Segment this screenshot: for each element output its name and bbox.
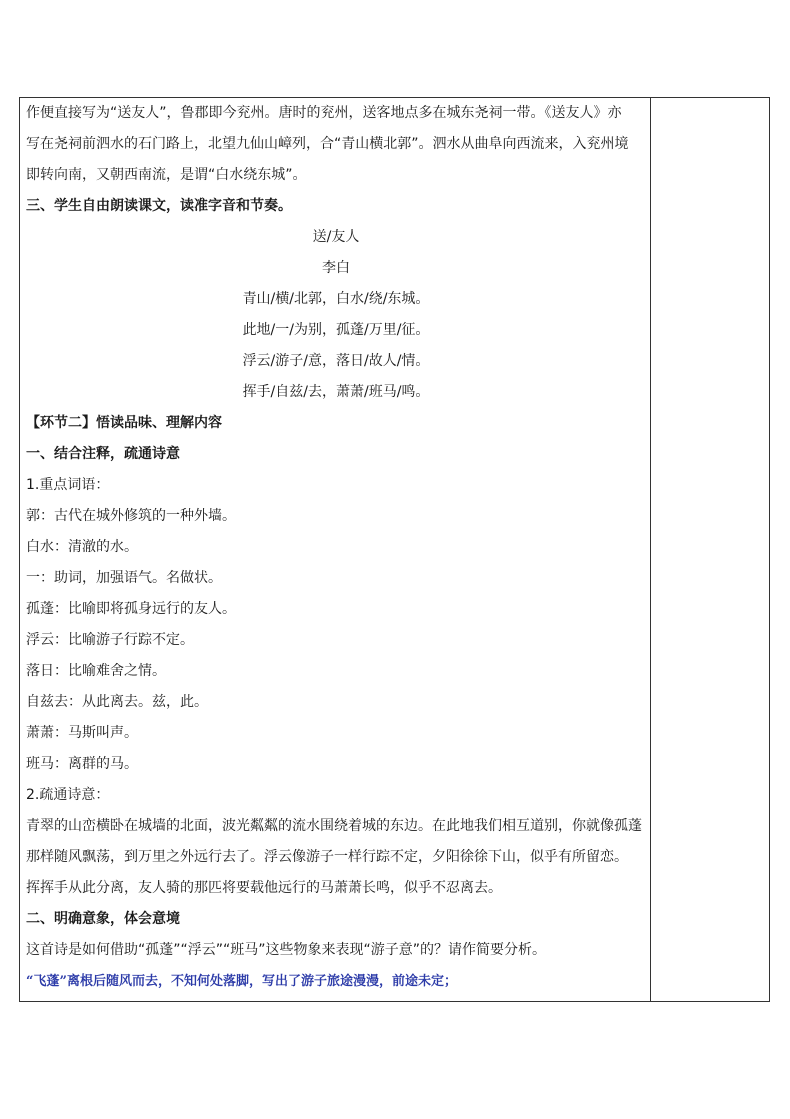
- paragraph-line: 作便直接写为“送友人”，鲁郡即今兖州。唐时的兖州，送客地点多在城东尧祠一带。《送友人》亦: [26, 105, 622, 121]
- poem-author: 李白: [322, 260, 350, 276]
- paragraph-line: 写在尧祠前泗水的石门路上，北望九仙山嶂列，合“青山横北郭”。泗水从曲阜向西流来，入兖州境: [26, 136, 629, 152]
- vocab-item: 白水：清澈的水。: [26, 539, 138, 555]
- question-line: 这首诗是如何借助“孤蓬”“浮云”“班马”这些物象来表现“游子意”的？请作简要分析。: [26, 942, 547, 958]
- section-heading: 二、明确意象，体会意境: [26, 911, 180, 927]
- poem-line: 浮云/游子/意，落日/故人/情。: [242, 353, 430, 369]
- table-column-divider: [650, 97, 651, 1002]
- paragraph-line: 即转向南，又朝西南流，是谓“白水绕东城”。: [26, 167, 307, 183]
- vocab-item: 孤蓬：比喻即将孤身远行的友人。: [26, 601, 236, 617]
- vocab-item: 浮云：比喻游子行踪不定。: [26, 632, 194, 648]
- paragraph-line: 青翠的山峦横卧在城墙的北面，波光粼粼的流水围绕着城的东边。在此地我们相互道别，你就像孤蓬: [26, 818, 642, 834]
- poem-line: 青山/横/北郭，白水/绕/东城。: [242, 291, 430, 307]
- poem-title: 送/友人: [312, 229, 360, 245]
- paragraph-line: 那样随风飘荡，到万里之外远行去了。浮云像游子一样行踪不定，夕阳徐徐下山，似乎有所留恋。: [26, 849, 628, 865]
- table-content-cell: [26, 98, 646, 997]
- poem-line: 此地/一/为别，孤蓬/万里/征。: [242, 322, 430, 338]
- section-heading: 一、结合注释，疏通诗意: [26, 446, 180, 462]
- vocab-item: 一：助词，加强语气。名做状。: [26, 570, 222, 586]
- section-heading: 【环节二】悟读品味、理解内容: [26, 415, 222, 431]
- answer-line: “飞蓬”离根后随风而去，不知何处落脚，写出了游子旅途漫漫，前途未定；: [26, 974, 457, 989]
- section-heading: 三、学生自由朗读课文，读准字音和节奏。: [26, 198, 292, 214]
- poem-line: 挥手/自兹/去，萧萧/班马/鸣。: [242, 384, 430, 400]
- vocab-item: 落日：比喻难舍之情。: [26, 663, 166, 679]
- vocab-item: 自兹去：从此离去。兹，此。: [26, 694, 208, 710]
- vocab-item: 萧萧：马斯叫声。: [26, 725, 138, 741]
- vocab-item: 班马：离群的马。: [26, 756, 138, 772]
- subheading: 1.重点词语：: [26, 477, 110, 493]
- subheading: 2.疏通诗意：: [26, 787, 110, 803]
- paragraph-line: 挥挥手从此分离，友人骑的那匹将要载他远行的马萧萧长鸣，似乎不忍离去。: [26, 880, 502, 896]
- vocab-item: 郭：古代在城外修筑的一种外墙。: [26, 508, 236, 524]
